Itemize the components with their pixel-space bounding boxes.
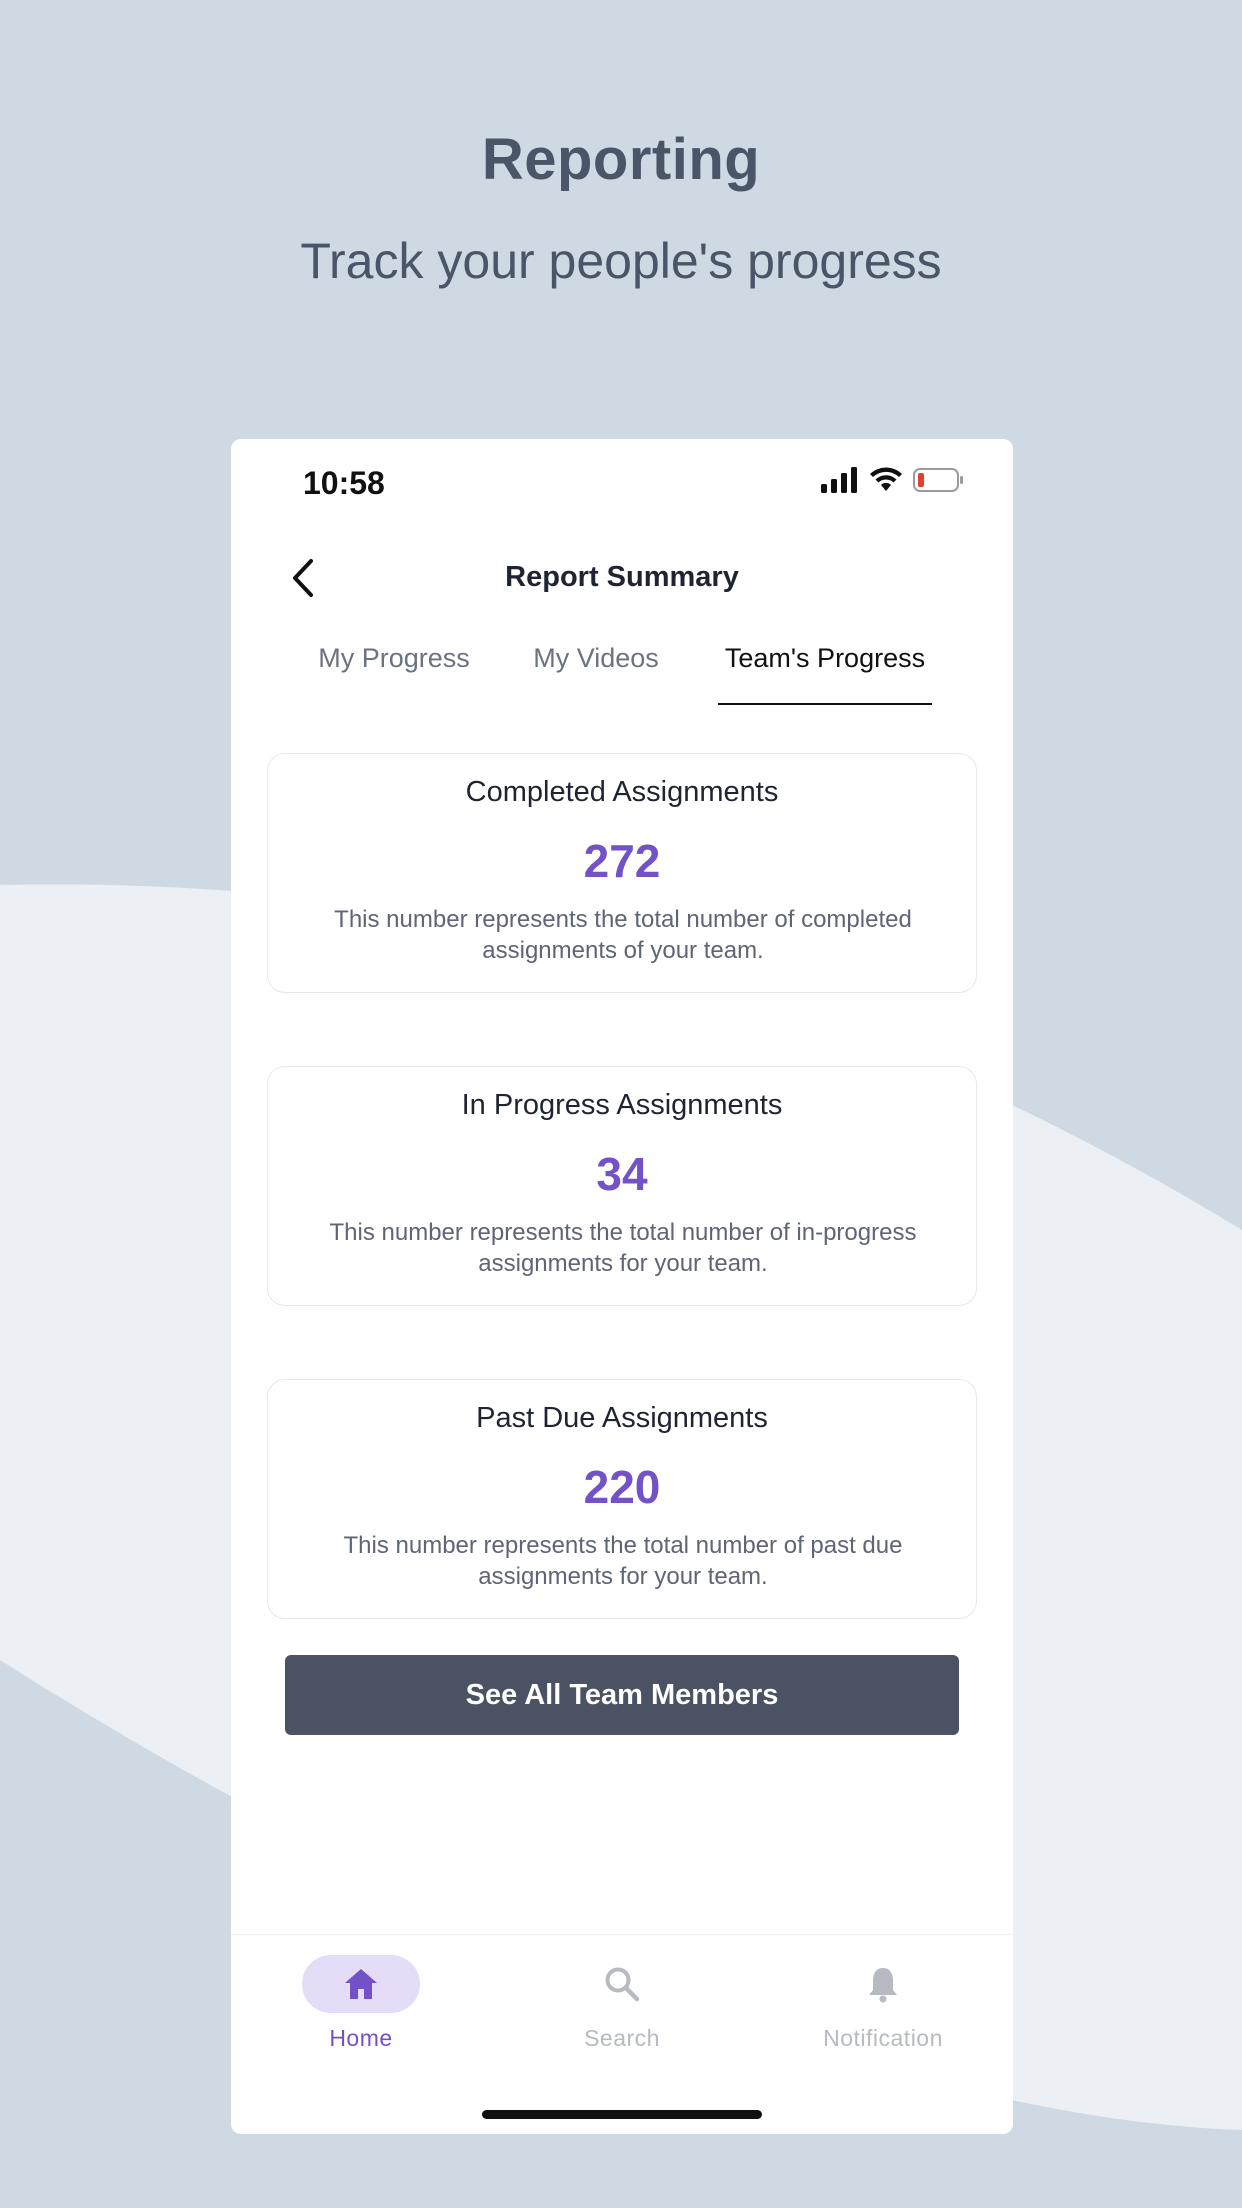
status-time: 10:58 — [303, 465, 385, 501]
bottom-tab-home[interactable] — [261, 1955, 461, 2052]
nav-bar — [231, 539, 1013, 619]
see-all-team-members-button[interactable]: See All Team Members — [285, 1655, 959, 1735]
status-bar — [231, 439, 1013, 529]
battery-low-icon — [913, 467, 965, 493]
bottom-tab-bar — [231, 1934, 1013, 2134]
home-indicator — [482, 2110, 762, 2119]
card-title: In Progress Assignments — [461, 1089, 783, 1121]
tab-bar-top — [231, 635, 1013, 705]
phone-screen — [231, 439, 1013, 2134]
home-icon — [343, 1967, 379, 2001]
status-icons — [821, 467, 965, 493]
bottom-tab-label: Notification — [823, 2025, 943, 2051]
bottom-tab-search[interactable] — [522, 1955, 722, 2052]
tab-my-progress[interactable]: My Progress — [318, 643, 470, 673]
tab-teams-progress[interactable]: Team's Progress — [718, 643, 932, 705]
signal-icon — [821, 467, 859, 493]
home-pill — [302, 1955, 420, 2013]
card-value: 272 — [583, 835, 661, 887]
tab-my-videos[interactable]: My Videos — [533, 643, 659, 673]
completed-assignments-card — [267, 753, 977, 993]
card-description: This number represents the total number of completed assignments of your team. — [334, 906, 912, 964]
past-due-assignments-card — [267, 1379, 977, 1619]
search-icon — [603, 1965, 641, 2003]
promo-title: Reporting — [481, 127, 761, 192]
bottom-tab-notification[interactable] — [783, 1955, 983, 2052]
card-value: 34 — [596, 1148, 648, 1200]
page-title: Report Summary — [505, 561, 739, 593]
bottom-tab-label: Search — [584, 2025, 660, 2051]
card-title: Past Due Assignments — [476, 1402, 768, 1434]
card-title: Completed Assignments — [465, 776, 779, 808]
bottom-tab-label: Home — [329, 2025, 393, 2051]
card-value: 220 — [583, 1461, 661, 1513]
wifi-icon — [869, 467, 903, 493]
bell-pill — [824, 1955, 942, 2013]
card-description: This number represents the total number of in-progress assignments for your team. — [329, 1219, 917, 1277]
bell-icon — [865, 1965, 901, 2003]
search-pill — [563, 1955, 681, 2013]
in-progress-assignments-card — [267, 1066, 977, 1306]
card-description: This number represents the total number of past due assignments for your team. — [343, 1532, 903, 1590]
promo-subtitle: Track your people's progress — [300, 233, 942, 289]
